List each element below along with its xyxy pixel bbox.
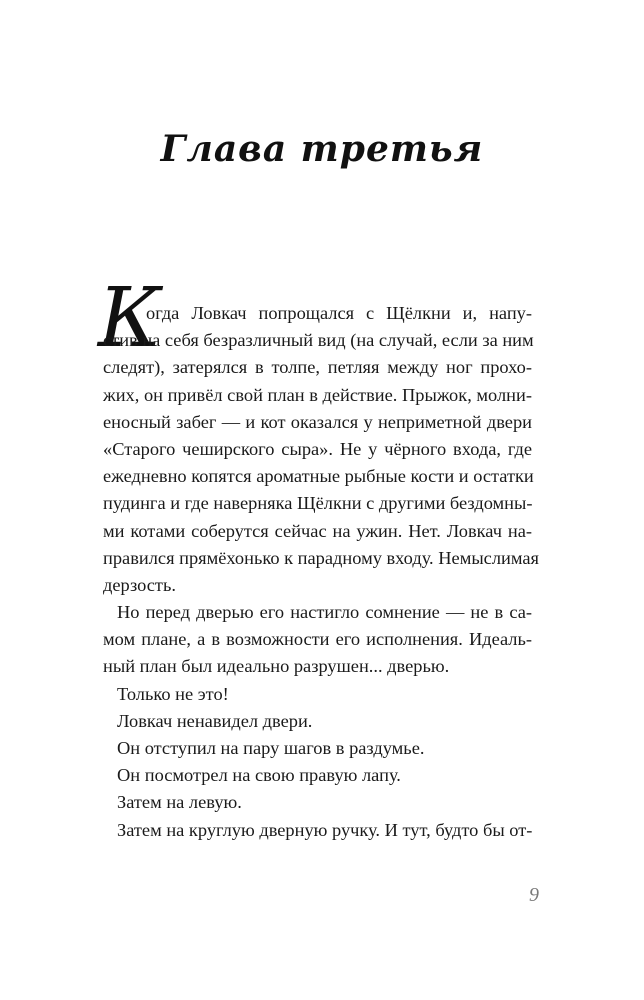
text-line: Он отступил на пару шагов в раздумье. xyxy=(117,738,425,758)
text-line: Затем на левую. xyxy=(117,792,242,813)
text-line: Только не это! xyxy=(117,683,229,704)
text-line: Он посмотрел на свою правую лапу. xyxy=(117,765,401,786)
text-line: пудинга и где наверняка Щёлкни с другими бездомны- xyxy=(103,493,533,514)
body-text xyxy=(103,300,540,844)
text-line: Ловкач ненавидел двери. xyxy=(117,710,313,731)
text-line: ный план был идеально разрушен... дверью. xyxy=(103,656,450,677)
chapter-title: Глава третья xyxy=(160,128,484,170)
text-line: правился прямёхонько к парадному входу. Немыслимая xyxy=(103,547,540,568)
text-line: стив на себя безразличный вид (на случай, если за ним xyxy=(103,330,534,351)
text-line: жих, он привёл свой план в действие. Прыжок, молни- xyxy=(103,384,532,405)
text-line: Затем на круглую дверную ручку. И тут, будто бы от- xyxy=(117,819,533,840)
text-line: «Старого чеширского сыра». Не у чёрного входа, где xyxy=(103,438,532,459)
text-line: мом плане, а в возможности его исполнения. Идеаль- xyxy=(103,629,532,650)
text-line: дерзость. xyxy=(103,574,176,595)
text-line: огда Ловкач попрощался с Щёлкни и, напу- xyxy=(146,303,532,323)
text-line: ежедневно копятся ароматные рыбные кости и остатки xyxy=(103,466,534,487)
page-number: 9 xyxy=(529,884,539,906)
text-line: Но перед дверью его настигло сомнение — не в са- xyxy=(117,602,532,623)
drop-cap-letter: К xyxy=(98,271,162,366)
text-line: следят), затерялся в толпе, петляя между ног прохо- xyxy=(103,357,532,378)
text-line: ми котами соберутся сейчас на ужин. Нет. Ловкач на- xyxy=(103,520,532,541)
text-line: еносный забег — и кот оказался у неприметной двери xyxy=(103,411,532,432)
